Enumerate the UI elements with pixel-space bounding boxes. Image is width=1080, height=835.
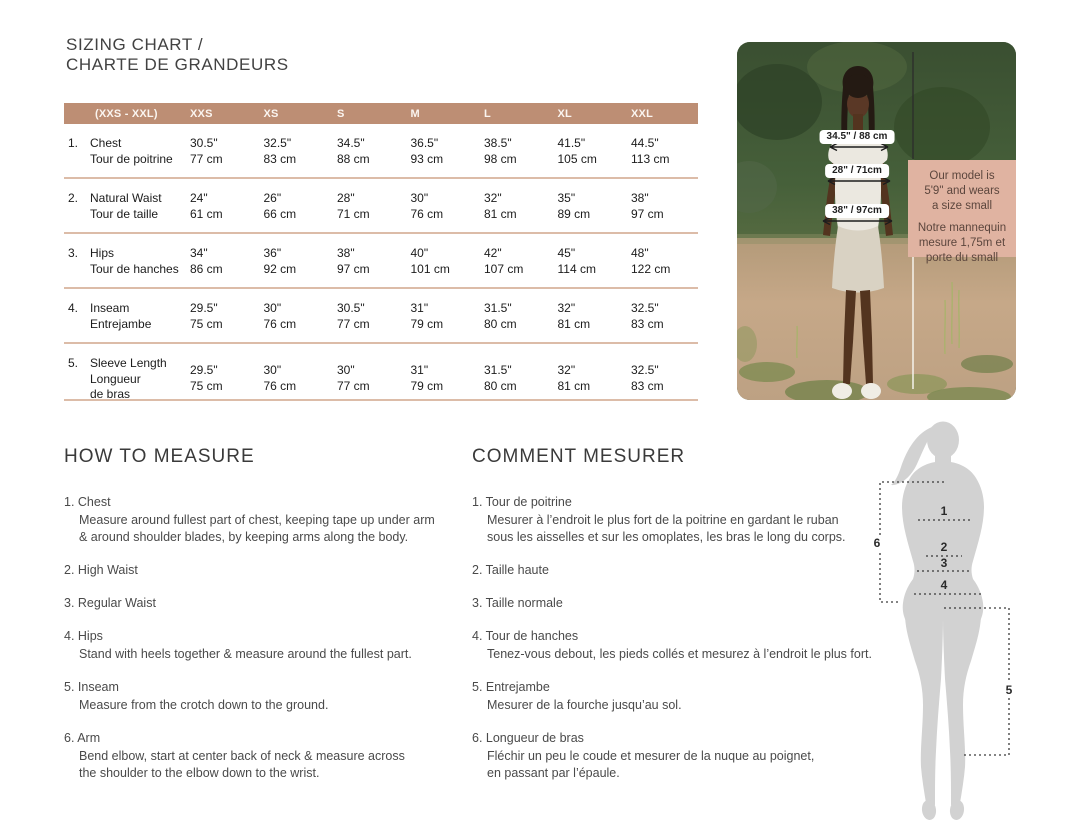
value-cm: 101 cm	[410, 261, 450, 276]
measure-item	[64, 562, 474, 579]
measure-item	[64, 494, 474, 546]
size-table-row	[64, 124, 698, 179]
size-table-row	[64, 289, 698, 344]
value-cm: 83 cm	[631, 378, 664, 393]
chest-measurement-label: 34.5" / 88 cm	[820, 130, 895, 144]
size-value-cell	[631, 191, 698, 232]
value-inches: 34"	[190, 246, 208, 260]
size-table-row	[64, 344, 698, 401]
size-column-header-l: L	[484, 107, 491, 120]
measure-item-desc-line: Fléchir un peu le coude et mesurer de la nuque au poignet,	[487, 749, 815, 763]
size-value-cell	[411, 191, 485, 232]
measurement-name-line: Chest	[90, 136, 122, 150]
size-value-cell	[190, 191, 264, 232]
measure-item	[472, 679, 906, 714]
value-inches: 31"	[410, 363, 429, 377]
size-value-cell	[190, 136, 264, 177]
value-inches: 24"	[190, 191, 208, 205]
value-inches: 38"	[631, 191, 649, 205]
size-value-cell	[190, 301, 264, 342]
measure-item-label: 6. Arm	[64, 731, 101, 745]
measure-item-desc-line: the shoulder to the elbow down to the wrist.	[79, 766, 320, 780]
page-title	[66, 35, 289, 74]
value-cm: 122 cm	[631, 261, 671, 276]
value-cm: 81 cm	[557, 378, 591, 393]
size-value-cell	[558, 136, 632, 177]
value-cm: 93 cm	[410, 151, 444, 166]
model-note-en-line: 5'9" and wears	[924, 185, 1000, 197]
measure-item-desc-line: Stand with heels together & measure around the fullest part.	[79, 647, 412, 661]
measurement-label-cell	[64, 191, 190, 232]
value-cm: 83 cm	[631, 316, 664, 331]
measure-item-label: 1. Tour de poitrine	[472, 495, 572, 509]
size-value-cell	[190, 356, 264, 403]
model-note-fr-line: Notre mannequin	[917, 222, 1007, 234]
value-cm: 76 cm	[263, 316, 297, 331]
page-title-line1: SIZING CHART /	[66, 35, 204, 54]
model-note-fr-line: mesure 1,75m et	[918, 237, 1006, 249]
measurement-name-line: de bras	[90, 387, 131, 401]
size-value-cell	[484, 136, 558, 177]
how-to-measure-list	[64, 494, 474, 782]
measure-item-label: 4. Hips	[64, 629, 103, 643]
size-value-cell	[484, 356, 558, 403]
model-note-fr	[908, 221, 1016, 266]
value-inches: 45"	[557, 246, 576, 260]
value-cm: 77 cm	[337, 378, 370, 393]
measurement-name-line: Longueur	[90, 371, 141, 386]
size-column-header-xs: XS	[263, 107, 279, 120]
measurement-name	[90, 136, 173, 177]
value-inches: 40"	[410, 246, 429, 260]
size-value-cell	[411, 136, 485, 177]
size-value-cell	[337, 136, 411, 177]
measurement-name	[90, 301, 151, 342]
size-column-header-xxl: XXL	[631, 107, 653, 120]
size-value-cell	[337, 191, 411, 232]
value-cm: 76 cm	[263, 378, 297, 393]
value-inches: 42"	[484, 246, 502, 260]
size-value-cell	[484, 301, 558, 342]
size-table-body	[64, 124, 698, 401]
value-cm: 75 cm	[190, 316, 223, 331]
measurement-name	[90, 191, 162, 232]
value-inches: 32.5"	[631, 363, 659, 377]
size-table-header-row	[64, 103, 698, 124]
comment-mesurer-list	[472, 494, 906, 782]
how-to-measure-section	[64, 448, 474, 798]
row-number: 5.	[68, 356, 79, 370]
measure-item-desc-line: Measure around fullest part of chest, keeping tape up under arm	[79, 513, 435, 527]
size-table-row	[64, 234, 698, 289]
measure-item-desc-line: Mesurer à l’endroit le plus fort de la poitrine en gardant le ruban	[487, 513, 839, 527]
measure-item	[472, 628, 906, 663]
size-value-cell	[558, 246, 632, 287]
size-value-cell	[558, 356, 632, 403]
size-table-row	[64, 179, 698, 234]
value-inches: 30"	[263, 301, 282, 315]
row-number: 1.	[68, 136, 79, 150]
measurement-name	[90, 246, 179, 287]
size-value-cell	[264, 191, 338, 232]
value-inches: 31.5"	[484, 301, 512, 315]
size-value-cell	[558, 191, 632, 232]
value-inches: 30.5"	[337, 301, 365, 315]
measure-item-label: 5. Inseam	[64, 680, 119, 694]
value-cm: 77 cm	[190, 151, 223, 166]
diagram-number-hips: 4	[940, 578, 948, 592]
measurement-name-line: Tour de taille	[90, 206, 159, 221]
value-cm: 79 cm	[410, 316, 444, 331]
value-inches: 32.5"	[263, 136, 292, 150]
measure-item-desc-line: & around shoulder blades, by keeping arms along the body.	[79, 530, 409, 544]
row-number: 4.	[68, 301, 79, 315]
value-inches: 29.5"	[190, 363, 218, 377]
value-cm: 77 cm	[337, 316, 370, 331]
value-cm: 81 cm	[484, 206, 517, 221]
size-value-cell	[631, 356, 698, 403]
size-column-header-xxs: XXS	[190, 107, 213, 120]
model-note-fr-line: porte du small	[925, 252, 999, 264]
measure-item-desc-line: en passant par l’épaule.	[487, 766, 620, 780]
measure-item-label: 3. Taille normale	[472, 596, 563, 610]
measure-item-label: 2. High Waist	[64, 563, 138, 577]
measure-item	[64, 595, 474, 612]
measurement-name-line: Tour de hanches	[90, 261, 179, 276]
measure-item-label: 3. Regular Waist	[64, 596, 156, 610]
how-to-measure-title: HOW TO MEASURE	[64, 446, 255, 467]
row-number: 3.	[68, 246, 79, 260]
measure-item-label: 5. Entrejambe	[472, 680, 550, 694]
value-inches: 34.5"	[337, 136, 365, 150]
row-number: 2.	[68, 191, 79, 205]
diagram-number-arm: 6	[873, 536, 881, 550]
size-table	[64, 103, 698, 401]
value-cm: 79 cm	[410, 378, 444, 393]
measurement-name-line: Hips	[90, 246, 115, 260]
measure-item-label: 2. Taille haute	[472, 563, 549, 577]
value-cm: 61 cm	[190, 206, 223, 221]
value-cm: 107 cm	[484, 261, 524, 276]
value-cm: 80 cm	[484, 316, 517, 331]
size-value-cell	[337, 301, 411, 342]
measure-item	[472, 730, 906, 782]
measurement-name-line: Inseam	[90, 301, 130, 315]
diagram-number-high-waist: 2	[940, 540, 948, 554]
value-inches: 32"	[557, 301, 576, 315]
value-cm: 97 cm	[337, 261, 370, 276]
value-inches: 32"	[557, 363, 576, 377]
diagram-number-chest: 1	[940, 504, 948, 518]
size-value-cell	[411, 301, 485, 342]
page-title-line2: CHARTE DE GRANDEURS	[66, 54, 289, 74]
value-inches: 30"	[410, 191, 429, 205]
size-value-cell	[631, 136, 698, 177]
size-value-cell	[190, 246, 264, 287]
size-value-cell	[484, 246, 558, 287]
value-cm: 66 cm	[263, 206, 297, 221]
value-cm: 89 cm	[557, 206, 591, 221]
size-value-cell	[558, 301, 632, 342]
measure-item-desc-line: Tenez-vous debout, les pieds collés et mesurez à l’endroit le plus fort.	[487, 647, 872, 661]
measure-item-label: 6. Longueur de bras	[472, 731, 584, 745]
value-inches: 38"	[337, 246, 355, 260]
value-cm: 76 cm	[410, 206, 444, 221]
value-inches: 28"	[337, 191, 355, 205]
measure-item-label: 1. Chest	[64, 495, 111, 509]
value-cm: 71 cm	[337, 206, 370, 221]
size-value-cell	[264, 136, 338, 177]
value-cm: 80 cm	[484, 378, 517, 393]
size-column-header-s: S	[337, 107, 345, 120]
measurement-label-cell	[64, 356, 190, 403]
value-inches: 30"	[337, 363, 355, 377]
measure-item	[472, 562, 906, 579]
value-cm: 75 cm	[190, 378, 223, 393]
size-value-cell	[337, 356, 411, 403]
size-value-cell	[411, 356, 485, 403]
comment-mesurer-title: COMMENT MESURER	[472, 446, 686, 467]
measurement-name-line: Natural Waist	[90, 191, 162, 205]
size-value-cell	[484, 191, 558, 232]
value-cm: 97 cm	[631, 206, 664, 221]
value-inches: 30.5"	[190, 136, 218, 150]
measure-item	[64, 628, 474, 663]
model-note-box	[908, 160, 1016, 264]
measurement-label-cell	[64, 301, 190, 342]
model-note-en-line: Our model is	[929, 170, 995, 182]
value-inches: 26"	[263, 191, 282, 205]
model-note-en	[908, 169, 1016, 214]
size-value-cell	[631, 301, 698, 342]
measure-item-desc-line: sous les aisselles et sur les omoplates, les bras le long du corps.	[487, 530, 846, 544]
measure-item-label: 4. Tour de hanches	[472, 629, 579, 643]
model-note-en-line: a size small	[931, 200, 993, 212]
size-value-cell	[264, 246, 338, 287]
value-cm: 92 cm	[263, 261, 297, 276]
measure-item-desc-line: Measure from the crotch down to the ground.	[79, 698, 329, 712]
measurement-name-line: Entrejambe	[90, 316, 152, 331]
measurement-label-cell	[64, 246, 190, 287]
measure-item	[64, 730, 474, 782]
measure-item-desc-line: Bend elbow, start at center back of neck & measure across	[79, 749, 405, 763]
value-cm: 105 cm	[557, 151, 597, 166]
measure-item	[64, 679, 474, 714]
measure-item-desc-line: Mesurer de la fourche jusqu’au sol.	[487, 698, 682, 712]
value-cm: 88 cm	[337, 151, 370, 166]
measure-item	[472, 595, 906, 612]
value-inches: 44.5"	[631, 136, 659, 150]
measurement-name-line: Tour de poitrine	[90, 151, 173, 166]
size-value-cell	[411, 246, 485, 287]
value-inches: 30"	[263, 363, 282, 377]
measurement-diagram	[853, 415, 1043, 825]
diagram-number-regular-waist: 3	[940, 556, 948, 570]
size-value-cell	[264, 356, 338, 403]
value-inches: 32.5"	[631, 301, 659, 315]
size-value-cell	[337, 246, 411, 287]
size-range-header: (XXS - XXL)	[95, 107, 158, 120]
value-inches: 38.5"	[484, 136, 512, 150]
measurement-name	[90, 356, 167, 403]
value-cm: 86 cm	[190, 261, 223, 276]
value-inches: 36.5"	[410, 136, 439, 150]
value-cm: 114 cm	[557, 261, 596, 276]
hips-measurement-label: 38" / 97cm	[825, 204, 889, 218]
size-column-header-m: M	[410, 107, 420, 120]
measure-item	[472, 494, 906, 546]
value-inches: 31"	[410, 301, 429, 315]
value-inches: 31.5"	[484, 363, 512, 377]
value-inches: 41.5"	[557, 136, 586, 150]
waist-measurement-label: 28" / 71cm	[825, 164, 889, 178]
value-cm: 113 cm	[631, 151, 670, 166]
value-cm: 81 cm	[557, 316, 591, 331]
value-inches: 32"	[484, 191, 502, 205]
comment-mesurer-section	[472, 448, 906, 798]
model-photo	[737, 42, 1016, 400]
measurement-label-cell	[64, 136, 190, 177]
size-value-cell	[264, 301, 338, 342]
diagram-number-inseam: 5	[1005, 683, 1013, 697]
value-inches: 48"	[631, 246, 649, 260]
value-inches: 35"	[557, 191, 576, 205]
size-column-header-xl: XL	[557, 107, 572, 120]
value-cm: 83 cm	[263, 151, 297, 166]
value-cm: 98 cm	[484, 151, 517, 166]
size-value-cell	[631, 246, 698, 287]
measurement-name-line: Sleeve Length	[90, 356, 167, 370]
value-inches: 36"	[263, 246, 282, 260]
value-inches: 29.5"	[190, 301, 218, 315]
